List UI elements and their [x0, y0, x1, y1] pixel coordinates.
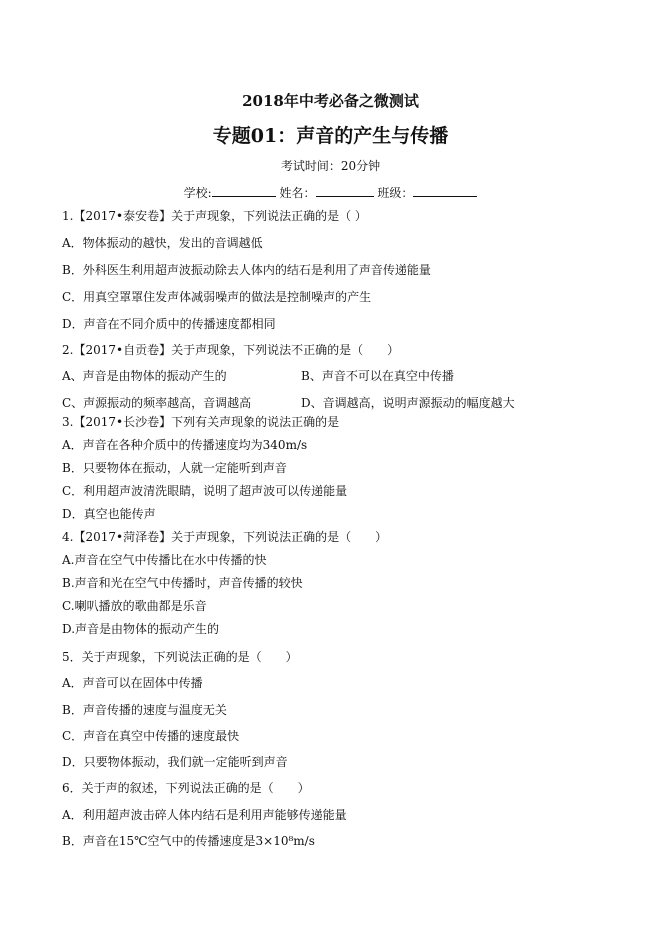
option-b: B．声音传播的速度与温度无关	[62, 703, 227, 717]
name-blank[interactable]	[316, 184, 374, 197]
option-c: C、声源振动的频率越高，音调越高	[62, 396, 252, 410]
option-a: A.声音在空气中传播比在水中传播的快	[62, 553, 267, 567]
option-b: B.声音和光在空气中传播时，声音传播的较快	[62, 576, 303, 590]
option-b: B、声音不可以在真空中传播	[301, 369, 454, 383]
school-label: 学校:	[183, 186, 212, 200]
option-c: C．用真空罩罩住发声体减弱噪声的做法是控制噪声的产生	[62, 290, 372, 304]
option-a: A．物体振动的越快，发出的音调越低	[62, 236, 263, 250]
document-title: 2018年中考必备之微测试	[242, 92, 419, 110]
school-blank[interactable]	[212, 184, 276, 197]
option-b: B．只要物体在振动，人就一定能听到声音	[62, 461, 287, 475]
option-d: D．只要物体振动，我们就一定能听到声音	[62, 755, 288, 769]
class-label: 班级：	[377, 186, 414, 200]
option-b: B．声音在15℃空气中的传播速度是3×10⁸m/s	[62, 834, 315, 848]
option-c: C.喇叭播放的歌曲都是乐音	[62, 599, 207, 613]
question-stem: 2.【2017•自贡卷】关于声现象，下列说法不正确的是（ ）	[62, 343, 400, 357]
option-a: A．声音在各种介质中的传播速度均为340m/s	[62, 438, 308, 452]
question-stem: 4.【2017•菏泽卷】关于声现象，下列说法正确的是（ ）	[62, 530, 388, 544]
option-d: D．真空也能传声	[62, 507, 156, 521]
name-label: 姓名：	[279, 186, 316, 200]
question-stem: 6．关于声的叙述，下列说法正确的是（ ）	[62, 781, 310, 795]
option-d: D.声音是由物体的振动产生的	[62, 622, 220, 636]
option-a: A．利用超声波击碎人体内结石是利用声能够传递能量	[62, 808, 347, 822]
option-c: C．声音在真空中传播的速度最快	[62, 729, 240, 743]
class-blank[interactable]	[413, 184, 477, 197]
option-a: A、声音是由物体的振动产生的	[62, 369, 227, 383]
question-stem: 3.【2017•长沙卷】下列有关声现象的说法正确的是	[62, 415, 340, 429]
option-b: B．外科医生利用超声波振动除去人体内的结石是利用了声音传递能量	[62, 263, 431, 277]
question-stem: 1.【2017•泰安卷】关于声现象，下列说法正确的是（ ）	[62, 209, 367, 223]
exam-time: 考试时间：20分钟	[280, 159, 381, 173]
option-d: D．声音在不同介质中的传播速度都相同	[62, 317, 276, 331]
option-d: D、音调越高，说明声源振动的幅度越大	[301, 396, 515, 410]
document-subtitle: 专题01：声音的产生与传播	[212, 125, 449, 147]
option-c: C．利用超声波清洗眼睛，说明了超声波可以传递能量	[62, 484, 348, 498]
student-info-row	[0, 184, 661, 201]
option-a: A．声音可以在固体中传播	[62, 676, 203, 690]
question-stem: 5．关于声现象，下列说法正确的是（ ）	[62, 650, 298, 664]
